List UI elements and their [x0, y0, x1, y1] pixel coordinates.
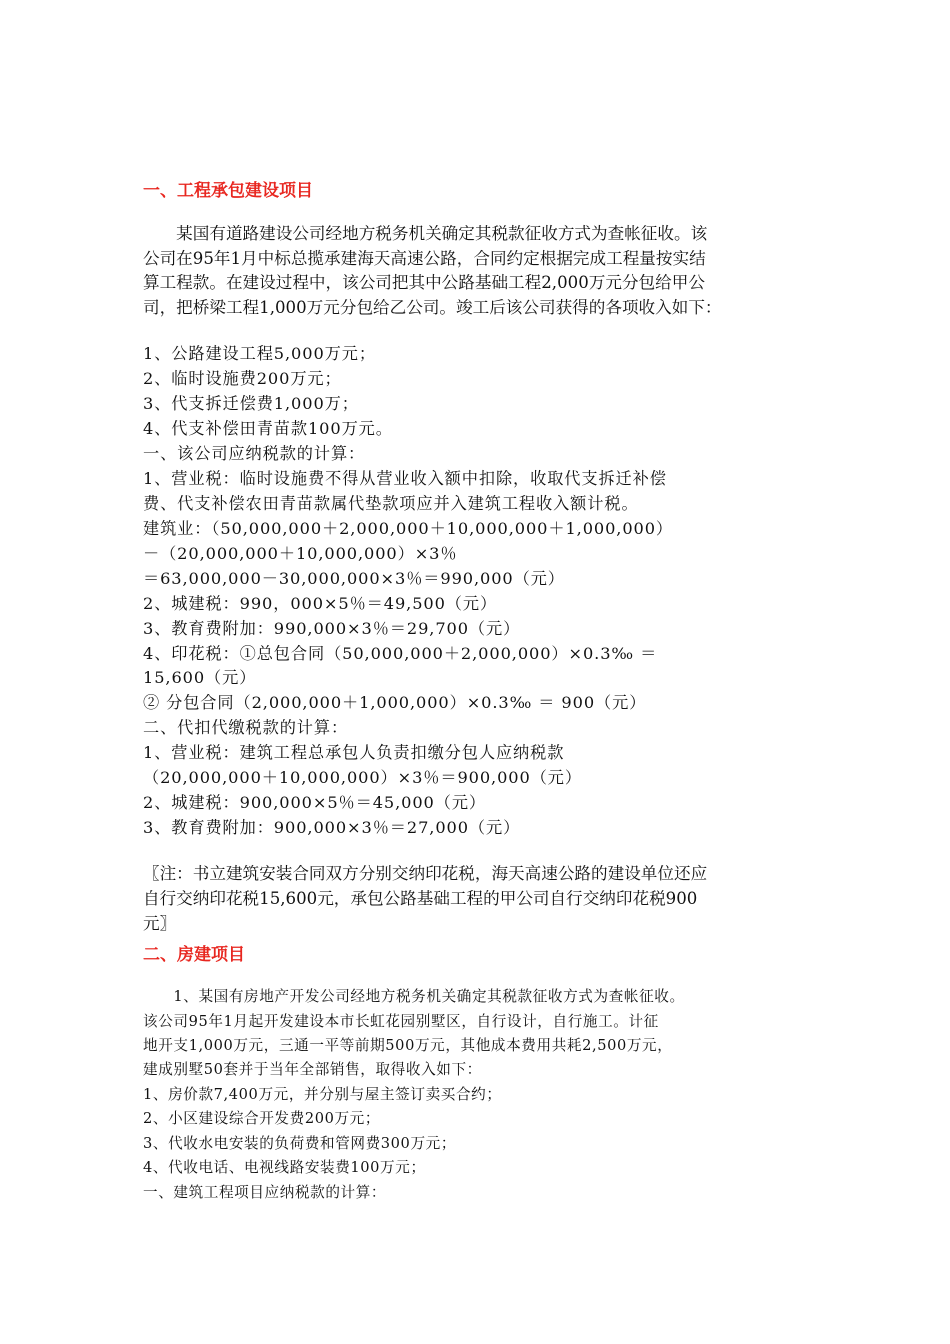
body-line: 4、代收电话、电视线路安装费100万元； — [143, 1159, 426, 1176]
intro-line: 司，把桥梁工程1,000万元分包给乙公司。竣工后该公司获得的各项收入如下： — [143, 298, 722, 317]
calc-line: 建筑业：（50,000,000＋2,000,000＋10,000,000＋1,000,000） — [143, 519, 674, 538]
body-line: 1、房价款7,400万元，并分别与屋主签订卖买合约； — [143, 1086, 502, 1103]
calc-line: 二、代扣代缴税款的计算： — [143, 718, 349, 737]
body-line: 一、建筑工程项目应纳税款的计算： — [143, 1184, 387, 1201]
body-line: 3、代收水电安装的负荷费和管网费300万元； — [143, 1135, 457, 1152]
calc-line: 4、代支补偿田青苗款100万元。 — [143, 419, 393, 438]
intro-line: 某国有道路建设公司经地方税务机关确定其税款征收方式为查帐征收。该 — [143, 224, 708, 243]
calc-line: 2、临时设施费200万元； — [143, 369, 342, 388]
calc-line: 1、公路建设工程5,000万元； — [143, 344, 376, 363]
calc-line: 1、营业税：建筑工程总承包人负责扣缴分包人应纳税款 — [143, 743, 565, 762]
intro-line: 公司在95年1月中标总揽承建海天高速公路，合同约定根据完成工程量按实结 — [143, 249, 706, 268]
body-line: 该公司95年1月起开发建设本市长虹花园别墅区，自行设计，自行施工。计征 — [143, 1013, 659, 1030]
calc-line: 3、教育费附加：990,000×3％＝29,700（元） — [143, 619, 521, 638]
calc-line: 一、该公司应纳税款的计算： — [143, 444, 366, 463]
calc-line: 4、印花税：①总包合同（50,000,000＋2,000,000）×0.3‰ ＝ — [143, 644, 658, 663]
calc-line: ＝63,000,000－30,000,000×3％＝990,000（元） — [143, 569, 565, 588]
calc-line: 2、城建税：990，000×5％＝49,500（元） — [143, 594, 498, 613]
body-line: 地开支1,000万元，三通一平等前期500万元，其他成本费用共耗2,500万元， — [143, 1037, 673, 1054]
calc-line: 费、代支补偿农田青苗款属代垫款项应并入建筑工程收入额计税。 — [143, 494, 639, 513]
calc-line: ② 分包合同（2,000,000＋1,000,000）×0.3‰ ＝ 900（元） — [143, 693, 647, 712]
calc-line: 2、城建税：900,000×5％＝45,000（元） — [143, 793, 487, 812]
body-line: 2、小区建设综合开发费200万元； — [143, 1110, 381, 1127]
section-2-heading: 二、房建项目 — [143, 945, 245, 965]
body-line: 建成别墅50套并于当年全部销售，取得收入如下： — [143, 1061, 482, 1078]
intro-line: 算工程款。在建设过程中，该公司把其中公路基础工程2,000万元分包给甲公 — [143, 273, 705, 292]
note-line: 自行交纳印花税15,600元，承包公路基础工程的甲公司自行交纳印花税900 — [143, 889, 698, 908]
note-line: 元〗 — [143, 914, 177, 933]
body-line: 1、某国有房地产开发公司经地方税务机关确定其税款征收方式为查帐征收。 — [143, 988, 685, 1005]
note-line: 〖注：书立建筑安装合同双方分别交纳印花税，海天高速公路的建设单位还应 — [143, 864, 708, 883]
calc-line: 15,600（元） — [143, 668, 257, 687]
calc-line: 3、代支拆迁偿费1,000万； — [143, 394, 359, 413]
calc-line: 3、教育费附加：900,000×3％＝27,000（元） — [143, 818, 521, 837]
section-1-heading: 一、工程承包建设项目 — [143, 181, 313, 201]
calc-line: 1、营业税：临时设施费不得从营业收入额中扣除，收取代支拆迁补偿 — [143, 469, 667, 488]
calc-line: （20,000,000＋10,000,000）×3％＝900,000（元） — [143, 768, 582, 787]
calc-line: －（20,000,000＋10,000,000）×3％ — [143, 544, 458, 563]
